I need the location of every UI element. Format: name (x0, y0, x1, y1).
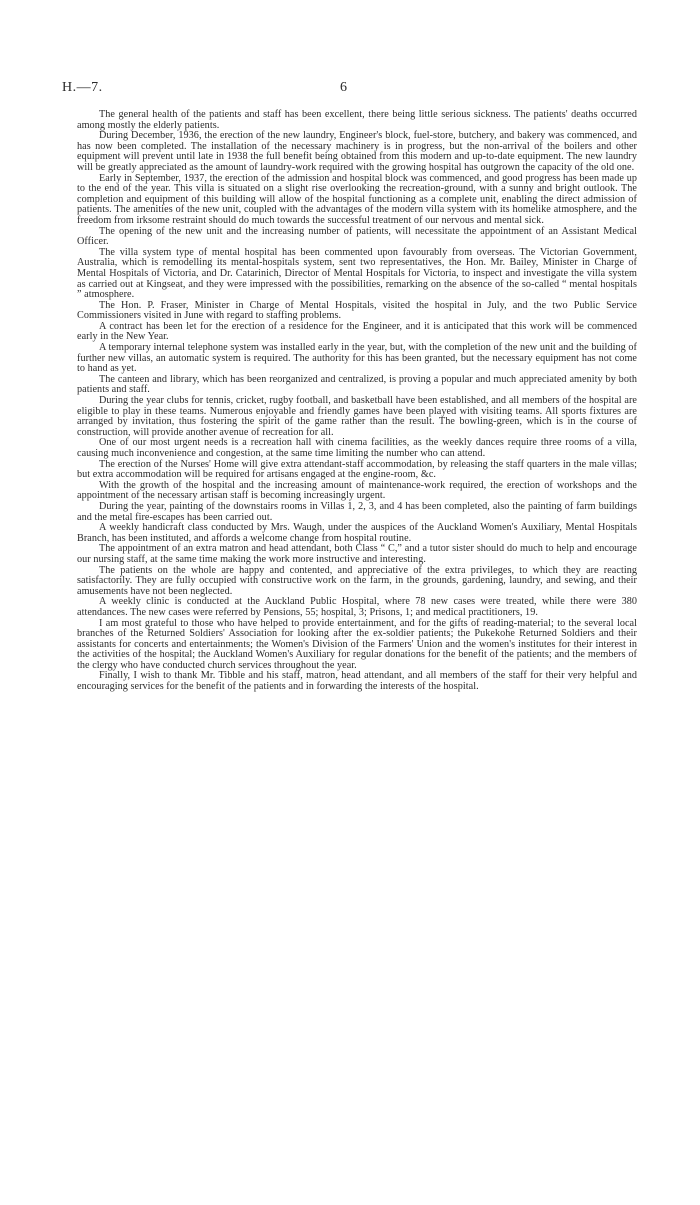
paragraph-telephone-system: A temporary internal telephone system was installed early in the year, but, with the completion of the new unit and the building of further new villas, an automatic system is required. The authority for this has been granted, but the necessary equipment has not come to hand as yet. (77, 342, 637, 375)
page-number: 6 (340, 80, 347, 95)
paragraph-weekly-clinic: A weekly clinic is conducted at the Auckland Public Hospital, where 78 new cases were treated, while there were 380 attendances. The new cases were referred by Pensions, 55; hospital, 3; Prisons, 1; and medical practitioners, 19. (77, 596, 637, 618)
paragraph-ministerial-visit: The Hon. P. Fraser, Minister in Charge of Mental Hospitals, visited the hospital in July, and the two Public Service Commissioners visited in June with regard to staffing problems. (77, 299, 637, 322)
paragraph-painting: During the year, painting of the downstairs rooms in Villas 1, 2, 3, and 4 has been completed, also the painting of farm buildings and the metal fire-escapes has been carried out. (77, 500, 637, 523)
paragraph-recreation-hall: One of our most urgent needs is a recreation hall with cinema facilities, as the weekly dances require three rooms of a villa, causing much inconvenience and congestion, at the same time limiting the number who can attend. (77, 437, 637, 459)
paragraph-engineer-residence: A contract has been let for the erection of a residence for the Engineer, and it is anticipated that this work will be commenced early in the New Year. (77, 320, 637, 343)
paragraph-workshops: With the growth of the hospital and the increasing amount of maintenance-work required, the erection of workshops and the appointment of the necessary artisan staff is becoming increasingly urgent. (77, 479, 637, 502)
paragraph-nurses-home: The erection of the Nurses' Home will give extra attendant-staff accommodation, by releasing the staff quarters in the male villas; but extra accommodation will be required for artisans engaged at the engine-room, &c. (77, 458, 637, 481)
report-body (77, 110, 637, 693)
paragraph-sports-clubs: During the year clubs for tennis, cricket, rugby football, and basketball have been established, and all members of the hospital are eligible to play in these teams. Numerous enjoyable and friendly games have been played with visiting teams. All sports fixtures are arranged by invitation, thus fostering the spirit of the game rather than the result. The bowling-green, which is in the course of construction, will provide another avenue of recreation for all. (77, 395, 637, 438)
paragraph-canteen-library: The canteen and library, which has been reorganized and centralized, is proving a popular and much appreciated amenity by both patients and staff. (77, 373, 637, 396)
report-reference: H.—7. (62, 80, 103, 95)
paragraph-handicraft-class: A weekly handicraft class conducted by Mrs. Waugh, under the auspices of the Auckland Women's Auxiliary, Mental Hospitals Branch, has been instituted, and affords a welcome change from hospital routine. (77, 522, 637, 544)
paragraph-general-health: The general health of the patients and staff has been excellent, there being little serious sickness. The patients' deaths occurred among mostly the elderly patients. (77, 109, 637, 131)
paragraph-acknowledgements: I am most grateful to those who have helped to provide entertainment, and for the gifts of reading-material; to the several local branches of the Returned Soldiers' Association for looking after the ex-soldier patients; the Pukekohe Returned Soldiers and their assistants for concerts and entertainments; the Women's Division of the Farmers' Union and the women's institutes for their interest in the activities of the hospital; the Auckland Women's Auxiliary for regular donations for the benefit of the patients; and the members of the clergy who have conducted church services throughout the year. (77, 617, 637, 671)
paragraph-assistant-medical-officer: The opening of the new unit and the increasing number of patients, will necessitate the appointment of an Assistant Medical Officer. (77, 225, 637, 248)
paragraph-laundry-erection: During December, 1936, the erection of the new laundry, Engineer's block, fuel-store, butchery, and bakery was commenced, and has now been completed. The installation of the necessary machinery is in progress, but the non-arrival of the boilers and other equipment will prevent until late in 1938 the full benefit being obtained from this modern and up-to-date equipment. The new laundry will be greatly appreciated as the amount of laundry-work required with the growing hospital has outgrown the capacity of the old one. (77, 130, 637, 173)
paragraph-matron-appointment: The appointment of an extra matron and head attendant, both Class “ C,” and a tutor sister should do much to help and encourage our nursing staff, at the same time making the work more instructive and interesting. (77, 543, 637, 565)
paragraph-admission-block: Early in September, 1937, the erection of the admission and hospital block was commenced, and good progress has been made up to the end of the year. This villa is situated on a slight rise overlooking the recreation-ground, with a sunny and bright outlook. The completion and equipment of this building will allow of the hospital functioning as a complete unit, enabling the direct admission of patients. The amenities of the new unit, coupled with the advantages of the modern villa system with its homelike atmosphere, and the freedom from irksome restraint should do much towards the successful treatment of our nervous and mental sick. (77, 172, 637, 226)
paragraph-villa-system: The villa system type of mental hospital has been commented upon favourably from overseas. The Victorian Government, Australia, which is remodelling its mental-hospitals system, sent two representatives, the Hon. Mr. Bailey, Minister in Charge of Mental Hospitals of Victoria, and Dr. Catarinich, Director of Mental Hospitals for Victoria, to inspect and investigate the villa system as carried out at Kingseat, and they were impressed with the possibilities, remarking on the absence of the so-called “ mental hospitals ” atmosphere. (77, 246, 637, 301)
paragraph-patients-occupation: The patients on the whole are happy and contented, and appreciative of the extra privileges, to which they are reacting satisfactorily. They are fully occupied with constructive work on the farm, in the grounds, gardening, laundry, and sewing, and their amusements have not been neglected. (77, 564, 637, 597)
paragraph-closing-thanks: Finally, I wish to thank Mr. Tibble and his staff, matron, head attendant, and all members of the staff for their very helpful and encouraging services for the benefit of the patients and in forwarding the interests of the hospital. (77, 670, 637, 693)
